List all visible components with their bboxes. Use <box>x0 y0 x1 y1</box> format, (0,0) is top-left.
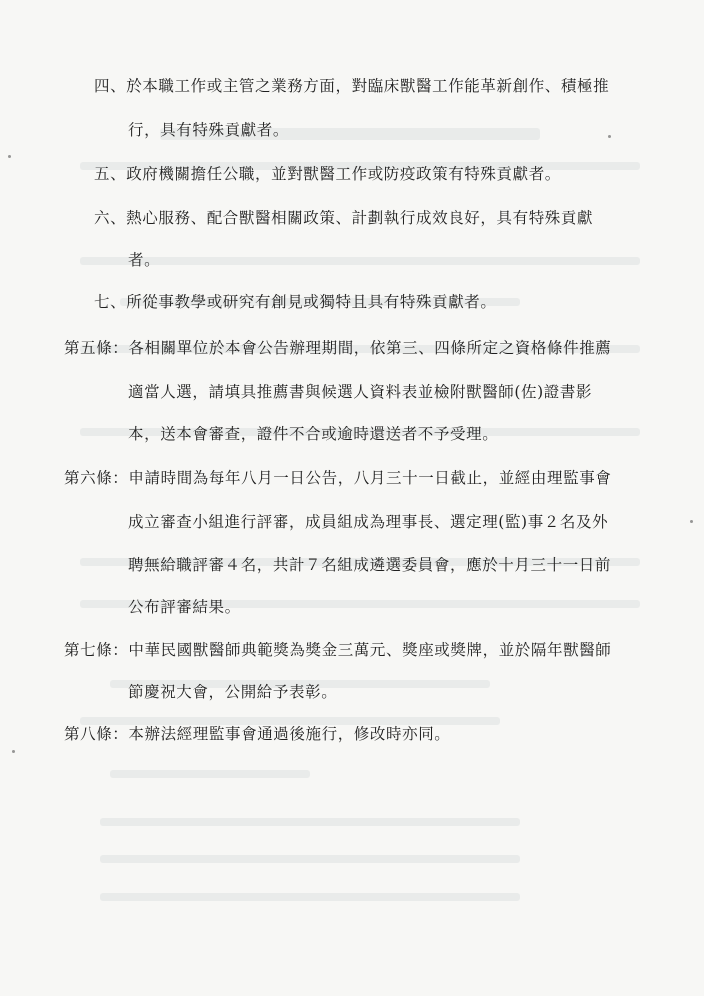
show-through-mark <box>110 770 310 778</box>
clause-item-6-line-2: 者。 <box>128 251 161 269</box>
article-5-line-1: 第五條：各相關單位於本會公告辦理期間，依第三、四條所定之資格條件推薦 <box>64 339 612 357</box>
show-through-mark <box>100 893 520 901</box>
clause-item-7: 七、所從事教學或研究有創見或獨特且具有特殊貢獻者。 <box>94 293 497 311</box>
scan-speck <box>8 155 11 158</box>
show-through-mark <box>100 818 520 826</box>
article-7-line-2: 節慶祝大會，公開給予表彰。 <box>128 683 338 701</box>
article-6-line-2: 成立審查小組進行評審，成員組成為理事長、選定理(監)事２名及外 <box>128 513 609 531</box>
scan-speck <box>12 750 15 753</box>
article-6-line-4: 公布評審結果。 <box>128 598 241 616</box>
show-through-mark <box>100 855 520 863</box>
article-5-line-3: 本，送本會審查，證件不合或逾時還送者不予受理。 <box>128 425 499 443</box>
clause-item-6-line-1: 六、熱心服務、配合獸醫相關政策、計劃執行成效良好，具有特殊貢獻 <box>94 209 594 227</box>
scan-speck <box>608 135 611 138</box>
clause-item-5: 五、政府機關擔任公職，並對獸醫工作或防疫政策有特殊貢獻者。 <box>94 165 561 183</box>
article-6-line-3: 聘無給職評審４名，共計７名組成遴選委員會，應於十月三十一日前 <box>128 556 612 574</box>
article-8: 第八條：本辦法經理監事會通過後施行，修改時亦同。 <box>64 725 451 743</box>
article-6-line-1: 第六條：申請時間為每年八月一日公告，八月三十一日截止，並經由理監事會 <box>64 469 612 487</box>
article-7-line-1: 第七條：中華民國獸醫師典範獎為獎金三萬元、獎座或獎牌，並於隔年獸醫師 <box>64 641 612 659</box>
show-through-mark <box>80 257 640 265</box>
article-5-line-2: 適當人選，請填具推薦書與候選人資料表並檢附獸醫師(佐)證書影 <box>128 383 593 401</box>
clause-item-4-line-1: 四、於本職工作或主管之業務方面，對臨床獸醫工作能革新創作、積極推 <box>94 77 610 95</box>
clause-item-4-line-2: 行，具有特殊貢獻者。 <box>128 121 290 139</box>
scan-speck <box>690 520 693 523</box>
